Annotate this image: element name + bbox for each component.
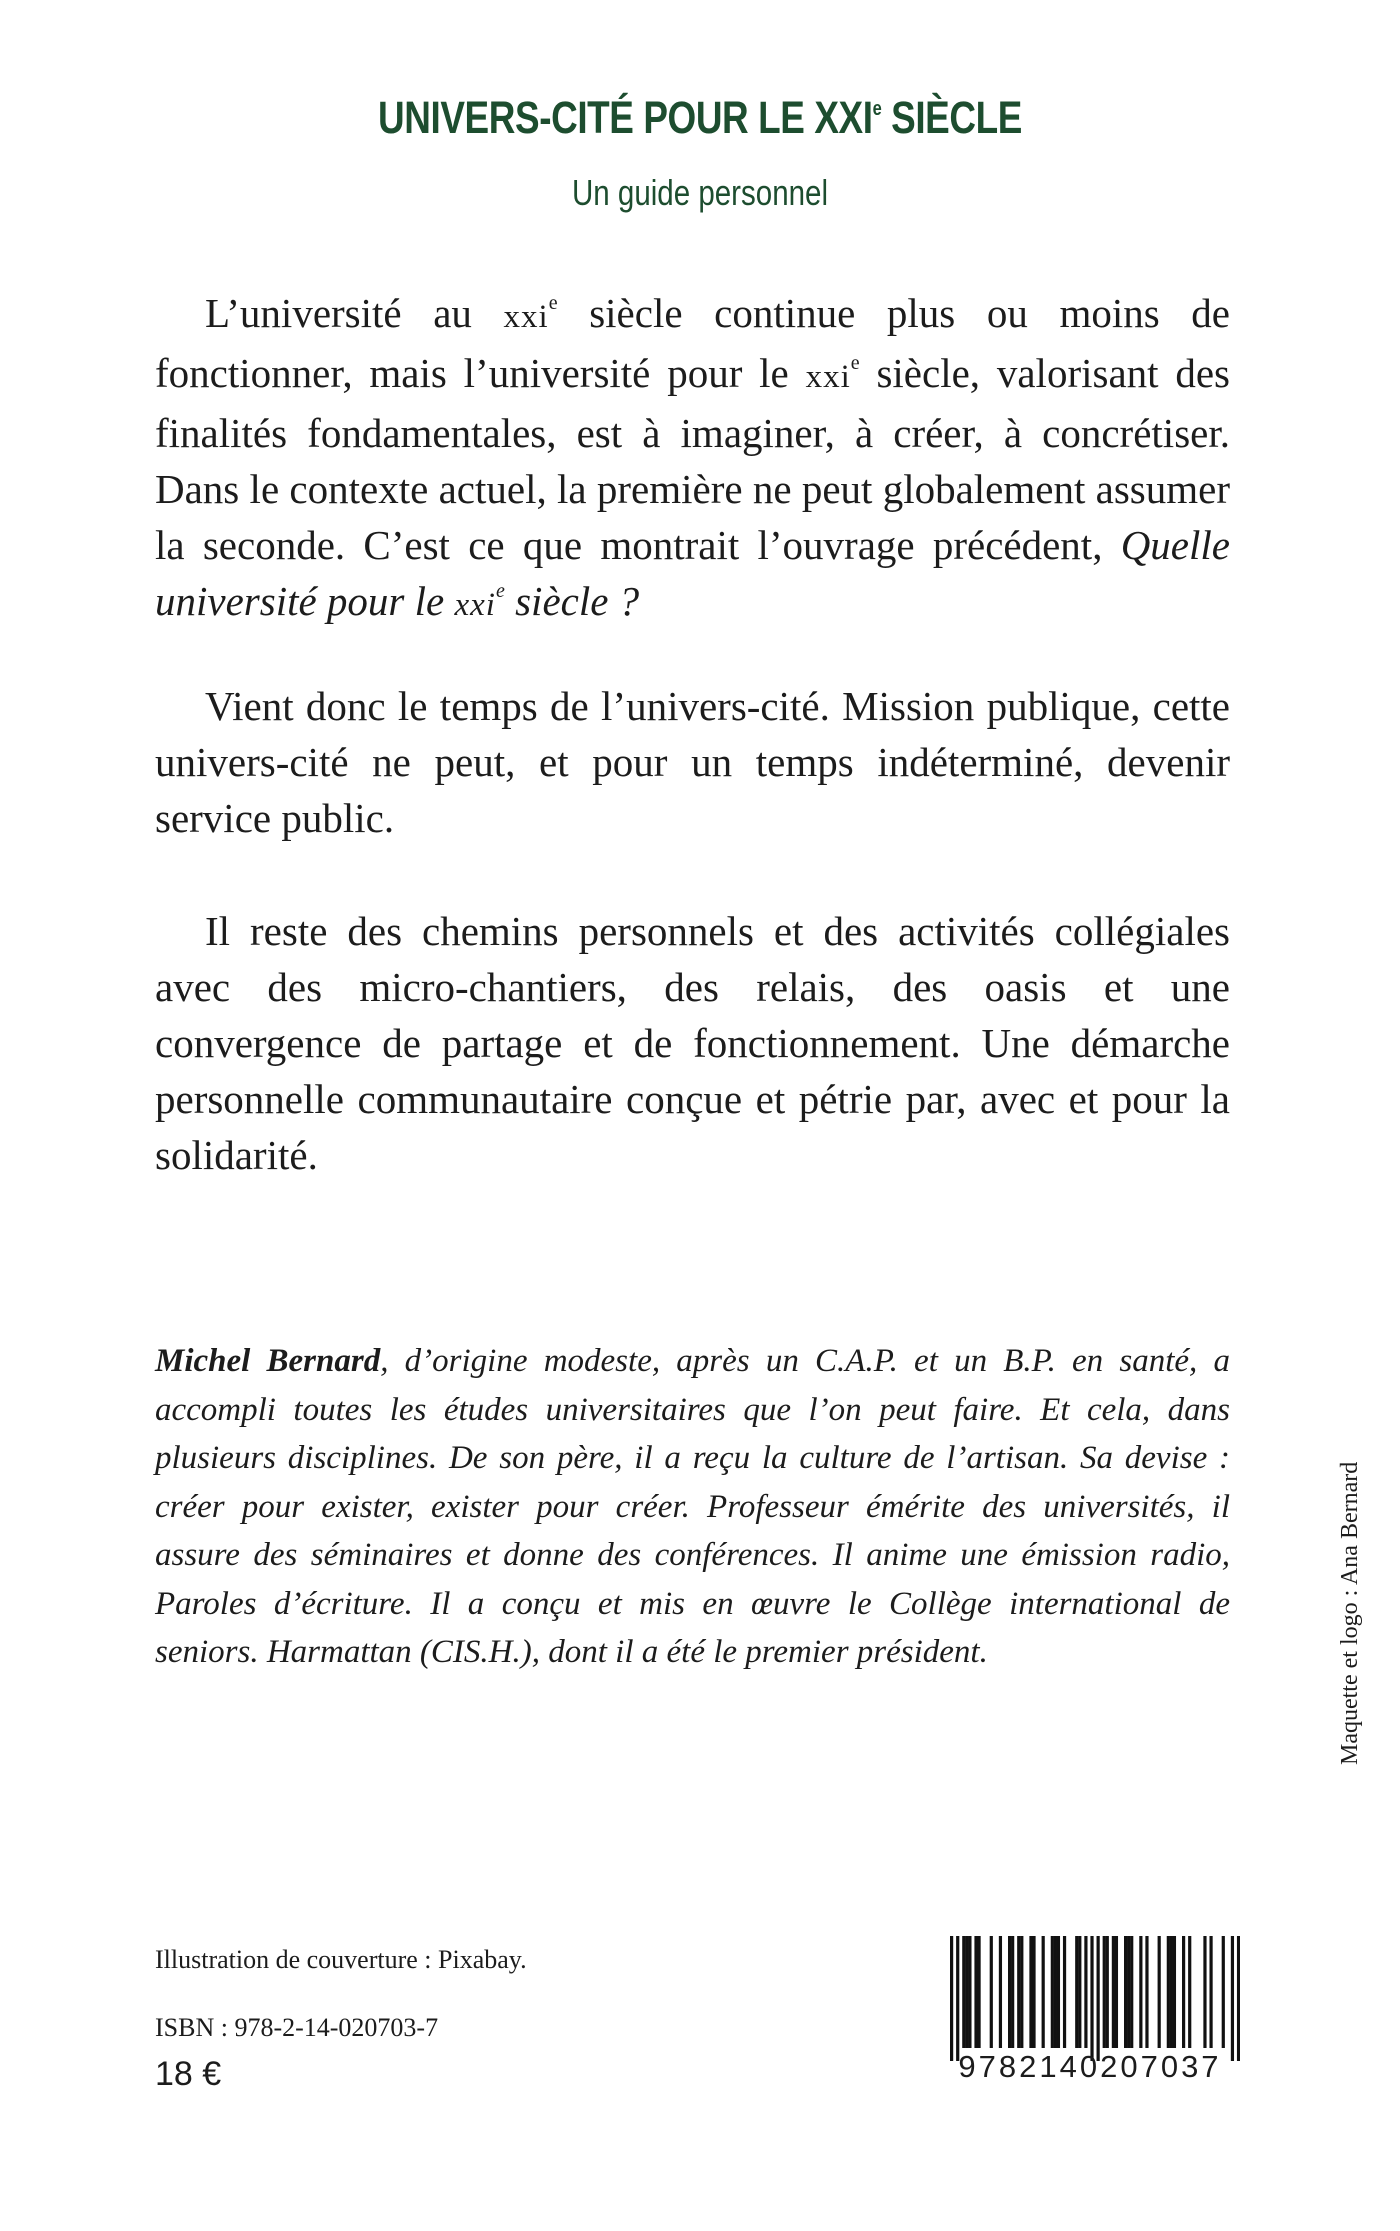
prev-title-century: xxi xyxy=(454,587,496,623)
author-bio-text: , d’origine modeste, après un C.A.P. et un B.P. en santé, a accompli toutes les études universitaires que l’on peut faire. Et cela, dans plusieurs disciplines. De son père, il a reçu la culture de l’artisan. Sa devise : créer pour exister, exister pour créer. Professeur émérite des universités, il assure des séminaires et donne des conférences. Il anime une émission radio, Paroles d’écriture. Il a conçu et mis en œuvre le Collège international de seniors. Harmattan (CIS.H.), dont il a été le premier président. xyxy=(155,1343,1230,1670)
barcode-bar xyxy=(1029,1936,1032,2048)
barcode-bar xyxy=(962,1936,965,2048)
p1-century-1: xxi xyxy=(503,299,549,335)
isbn: ISBN : 978-2-14-020703-7 xyxy=(155,2013,439,2042)
author-bio xyxy=(155,1337,1230,1677)
barcode-bar xyxy=(1090,1936,1093,2061)
book-subtitle: Un guide personnel xyxy=(571,172,829,213)
barcode-bar xyxy=(1237,1936,1240,2061)
barcode-bar xyxy=(1112,1936,1115,2048)
barcode-bar xyxy=(1020,1936,1023,2048)
barcode-bar xyxy=(956,1936,959,2061)
title-main: UNIVERS-CITÉ POUR LE XXI xyxy=(378,92,873,143)
title-end: SIÈCLE xyxy=(881,92,1022,143)
barcode-bar xyxy=(1084,1936,1087,2048)
barcode-bar xyxy=(968,1936,971,2048)
barcode-bar xyxy=(965,1936,968,2048)
barcode-bar xyxy=(1127,1936,1130,2048)
barcode-bar xyxy=(1139,1936,1142,2048)
barcode-bar xyxy=(1203,1936,1206,2048)
barcode-bar xyxy=(1097,1936,1100,2061)
p1-text-b: siècle continue plus ou moins de fonctionner, mais l’université pour le xyxy=(155,290,1231,396)
barcode-bar xyxy=(950,1936,953,2061)
barcode-bar xyxy=(1054,1936,1057,2048)
barcode-bar xyxy=(977,1936,980,2048)
barcode-bar xyxy=(1130,1936,1133,2048)
prev-title-sup: e xyxy=(495,580,505,602)
barcode-bar xyxy=(1222,1936,1225,2048)
barcode-bar xyxy=(1167,1936,1170,2048)
barcode-bar xyxy=(1051,1936,1054,2048)
barcode-bar xyxy=(1011,1936,1014,2048)
p1-century-1-sup: e xyxy=(548,292,558,314)
barcode-bar xyxy=(1209,1936,1212,2048)
barcode-bar xyxy=(1032,1936,1035,2048)
barcode-bar xyxy=(1173,1936,1176,2048)
barcode-bar xyxy=(1231,1936,1234,2061)
barcode-bar xyxy=(1106,1936,1109,2048)
barcode-bar xyxy=(1017,1936,1020,2048)
barcode-bar xyxy=(1145,1936,1148,2048)
title-superscript: e xyxy=(872,98,882,120)
barcode-bar xyxy=(1170,1936,1173,2048)
prev-title-b: siècle ? xyxy=(504,578,640,624)
barcode-bar xyxy=(1188,1936,1191,2048)
p1-century-2: xxi xyxy=(805,359,851,395)
price: 18 € xyxy=(155,2055,222,2093)
barcode-bar xyxy=(1075,1936,1078,2048)
barcode-bar xyxy=(1115,1936,1118,2048)
barcode-bar xyxy=(1042,1936,1045,2048)
barcode-bar xyxy=(990,1936,993,2048)
barcode-bar xyxy=(1182,1936,1185,2048)
barcode-bar xyxy=(1063,1936,1066,2048)
barcode-bar xyxy=(1158,1936,1161,2048)
barcode-bar xyxy=(1078,1936,1081,2048)
barcode-bar xyxy=(1008,1936,1011,2048)
p1-text-a: L’université au xyxy=(205,290,504,336)
barcode-bar xyxy=(1103,1936,1106,2048)
barcode-bar xyxy=(974,1936,977,2048)
book-title xyxy=(126,92,1274,144)
blurb-paragraph-3: Il reste des chemins personnels et des activités collégiales avec des micro-chantiers, des relais, des oasis et une convergence de partage et de fonctionnement. Une démarche personnelle communautaire conçue et pétrie par, avec et pour la solidarité. xyxy=(155,908,1230,1178)
barcode-bar xyxy=(1057,1936,1060,2048)
illustration-credit: Illustration de couverture : Pixabay. xyxy=(155,1945,527,1974)
p1-century-2-sup: e xyxy=(850,352,860,374)
barcode-bar xyxy=(1124,1936,1127,2048)
author-name: Michel Bernard xyxy=(155,1343,381,1379)
blurb-paragraph-1 xyxy=(155,285,1230,633)
p1-text-c: siècle, valorisant des finalités fondamentales, est à imaginer, à créer, à concrétiser. Dans le contexte actuel, la première ne peut globalement assumer la seconde. C’est ce que montrait l’ouvrage précédent, xyxy=(155,350,1230,568)
blurb-paragraph-2: Vient donc le temps de l’univers-cité. Mission publique, cette univers-cité ne peut, et pour un temps indéterminé, devenir service public. xyxy=(155,683,1230,841)
barcode-bar xyxy=(999,1936,1002,2048)
prev-title-a: Quelle université pour le xyxy=(155,522,1230,624)
design-credit: Maquette et logo : Ana Bernard xyxy=(1337,1461,1363,1765)
barcode-digits: 9782140207037 xyxy=(958,2049,1222,2084)
